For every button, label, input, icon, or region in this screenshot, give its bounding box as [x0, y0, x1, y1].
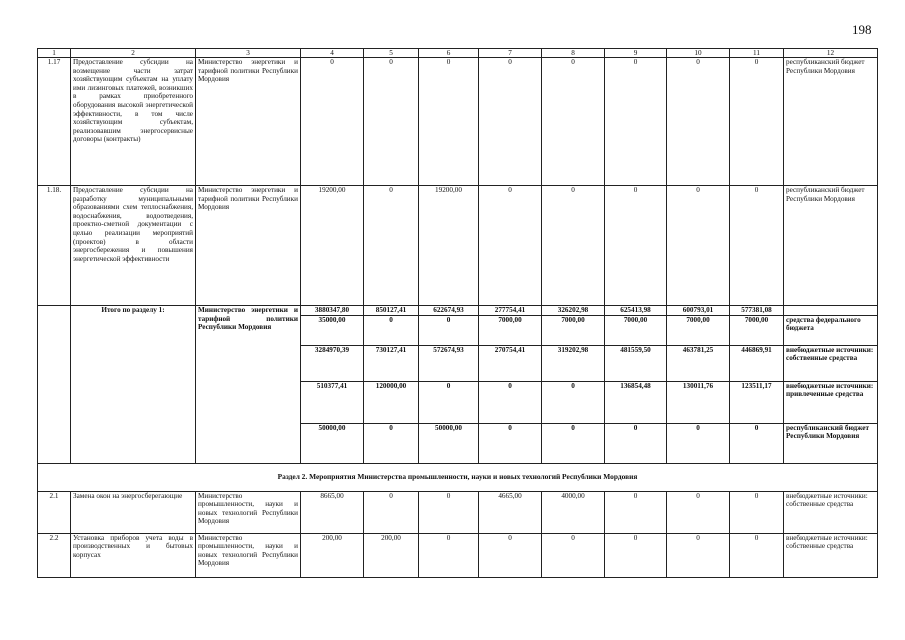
cell-value: 0	[419, 315, 479, 345]
funding-source: внебюджетные источники: собственные средства	[784, 491, 878, 533]
program-table	[37, 48, 878, 578]
row-description: Предоставление субсидии на возмещение части затрат хозяйствующим субъектам на уплату ими лизинговых платежей, возникших в рамках приобретенного оборудования высокой энергетической эффективности, в том числе хозяйствующим субъектам, реализовавшим энергосервисные договоры (контракты)	[71, 58, 196, 186]
cell-value: 850127,41	[364, 306, 419, 316]
cell-value: 3284970,39	[301, 345, 364, 381]
funding-source: внебюджетные источники: собственные средства	[784, 345, 878, 381]
funding-source: республиканский бюджет Республики Мордовия	[784, 186, 878, 306]
cell-value: 120000,00	[364, 381, 419, 423]
col-header: 7	[479, 49, 542, 58]
funding-source: внебюджетные источники: привлеченные средства	[784, 381, 878, 423]
cell-value: 0	[479, 423, 542, 463]
total-label: Итого по разделу 1:	[71, 306, 196, 464]
cell-value: 730127,41	[364, 345, 419, 381]
cell-value: 0	[605, 423, 667, 463]
cell-value: 136854,48	[605, 381, 667, 423]
cell-value: 572674,93	[419, 345, 479, 381]
cell-value: 0	[479, 381, 542, 423]
cell-value: 50000,00	[419, 423, 479, 463]
cell-value: 0	[479, 58, 542, 186]
cell-value: 0	[605, 533, 667, 577]
cell-value: 4000,00	[542, 491, 605, 533]
cell-value: 7000,00	[479, 315, 542, 345]
col-header: 11	[730, 49, 784, 58]
cell-value: 0	[605, 186, 667, 306]
cell-value: 0	[364, 186, 419, 306]
col-header: 8	[542, 49, 605, 58]
cell-value: 3880347,80	[301, 306, 364, 316]
cell-value: 577381,08	[730, 306, 784, 316]
funding-source: республиканский бюджет Республики Мордовия	[784, 423, 878, 463]
cell-value: 123511,17	[730, 381, 784, 423]
cell-value: 7000,00	[605, 315, 667, 345]
cell-value: 4665,00	[479, 491, 542, 533]
row-number: 1.18.	[38, 186, 71, 306]
cell-value: 0	[364, 315, 419, 345]
cell-value: 0	[730, 186, 784, 306]
cell-value: 463781,25	[667, 345, 730, 381]
cell-value: 19200,00	[301, 186, 364, 306]
cell-value: 446869,91	[730, 345, 784, 381]
funding-source: средства федерального бюджета	[784, 315, 878, 345]
total-row	[38, 306, 878, 316]
row-organization: Министерство энергетики и тарифной политики Республики Мордовия	[196, 186, 301, 306]
row-description: Установка приборов учета воды в производственных и бытовых корпусах	[71, 533, 196, 577]
row-description: Замена окон на энергосберегающие	[71, 491, 196, 533]
empty-cell	[38, 306, 71, 464]
section-row	[38, 463, 878, 491]
cell-value: 0	[730, 423, 784, 463]
cell-value: 0	[479, 533, 542, 577]
cell-value: 0	[730, 491, 784, 533]
cell-value: 200,00	[364, 533, 419, 577]
cell-value: 7000,00	[730, 315, 784, 345]
col-header: 9	[605, 49, 667, 58]
col-header: 4	[301, 49, 364, 58]
cell-value: 625413,98	[605, 306, 667, 316]
cell-value: 0	[605, 491, 667, 533]
cell-value: 0	[364, 491, 419, 533]
cell-value: 0	[419, 491, 479, 533]
cell-value: 0	[667, 423, 730, 463]
cell-value: 35000,00	[301, 315, 364, 345]
col-header: 3	[196, 49, 301, 58]
row-description: Предоставление субсидии на разработку муниципальными образованиями схем теплоснабжения, водоснабжения, водоотведения, проектно-сметной документации с целью реализации мероприятий (проектов) в области энергосбережения и повышения энергетической эффективности	[71, 186, 196, 306]
cell-value: 270754,41	[479, 345, 542, 381]
cell-value: 326202,98	[542, 306, 605, 316]
cell-value: 200,00	[301, 533, 364, 577]
cell-value: 7000,00	[542, 315, 605, 345]
cell-value: 0	[730, 58, 784, 186]
page-number: 198	[852, 22, 872, 37]
cell-value: 510377,41	[301, 381, 364, 423]
cell-value: 0	[730, 533, 784, 577]
cell-value: 0	[364, 58, 419, 186]
col-header: 12	[784, 49, 878, 58]
row-number: 1.17	[38, 58, 71, 186]
cell-value: 0	[542, 58, 605, 186]
cell-value: 277754,41	[479, 306, 542, 316]
row-organization: Министерство промышленности, науки и новых технологий Республики Мордовия	[196, 491, 301, 533]
funding-source: внебюджетные источники: собственные средства	[784, 533, 878, 577]
cell-value: 0	[667, 186, 730, 306]
col-header: 1	[38, 49, 71, 58]
cell-value: 0	[542, 533, 605, 577]
col-header: 10	[667, 49, 730, 58]
cell-value: 0	[667, 58, 730, 186]
funding-source	[784, 306, 878, 316]
cell-value: 0	[542, 423, 605, 463]
cell-value: 600793,01	[667, 306, 730, 316]
header-row	[38, 49, 878, 58]
cell-value: 0	[364, 423, 419, 463]
cell-value: 319202,98	[542, 345, 605, 381]
section-title: Раздел 2. Мероприятия Министерства промышленности, науки и новых технологий Республики Мордовия	[38, 463, 878, 491]
cell-value: 0	[667, 491, 730, 533]
row-organization: Министерство промышленности, науки и новых технологий Республики Мордовия	[196, 533, 301, 577]
cell-value: 50000,00	[301, 423, 364, 463]
cell-value: 7000,00	[667, 315, 730, 345]
total-organization: Министерство энергетики и тарифной политики Республики Мордовия	[196, 306, 301, 464]
table-row	[38, 186, 878, 306]
cell-value: 0	[542, 381, 605, 423]
col-header: 5	[364, 49, 419, 58]
col-header: 2	[71, 49, 196, 58]
cell-value: 19200,00	[419, 186, 479, 306]
row-number: 2.1	[38, 491, 71, 533]
cell-value: 0	[301, 58, 364, 186]
cell-value: 0	[419, 58, 479, 186]
funding-source: республиканский бюджет Республики Мордовия	[784, 58, 878, 186]
cell-value: 0	[542, 186, 605, 306]
table-row	[38, 58, 878, 186]
cell-value: 481559,50	[605, 345, 667, 381]
row-number: 2.2	[38, 533, 71, 577]
cell-value: 0	[479, 186, 542, 306]
cell-value: 8665,00	[301, 491, 364, 533]
cell-value: 0	[605, 58, 667, 186]
cell-value: 0	[667, 533, 730, 577]
cell-value: 622674,93	[419, 306, 479, 316]
row-organization: Министерство энергетики и тарифной политики Республики Мордовия	[196, 58, 301, 186]
cell-value: 130011,76	[667, 381, 730, 423]
cell-value: 0	[419, 381, 479, 423]
table-row	[38, 533, 878, 577]
table-row	[38, 491, 878, 533]
cell-value: 0	[419, 533, 479, 577]
col-header: 6	[419, 49, 479, 58]
